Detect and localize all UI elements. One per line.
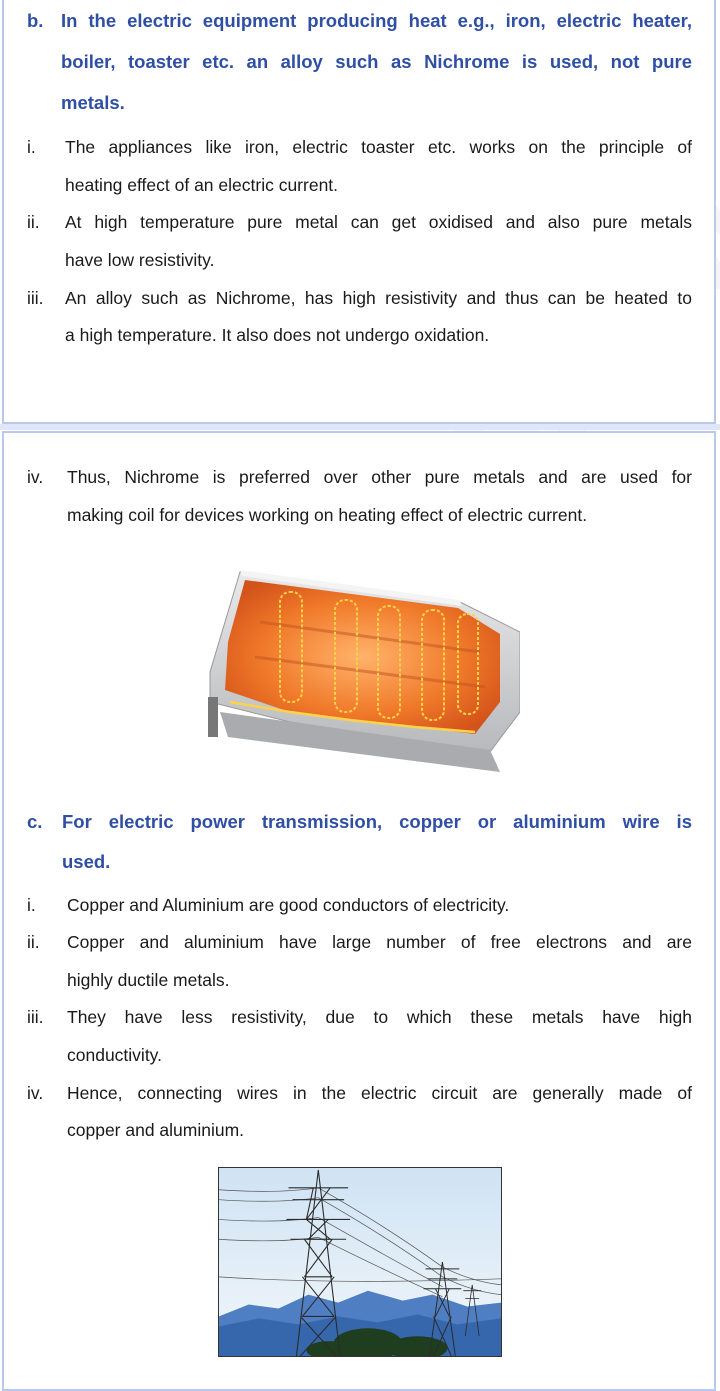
c-item-3-marker: iii.: [27, 1007, 44, 1027]
b-item-4-marker: iv.: [27, 467, 44, 487]
section-b-heading-line-3: metals.: [61, 92, 125, 113]
b-item-1-line-2: heating effect of an electric current.: [65, 175, 339, 195]
b-item-3-line-2: a high temperature. It also does not undergo oxidation.: [65, 325, 490, 345]
b-item-4-line-2: making coil for devices working on heating effect of electric current.: [67, 505, 588, 525]
c-item-3-line-1: They have less resistivity, due to which these metals have high: [67, 1007, 692, 1027]
section-b-marker: b.: [27, 10, 44, 31]
power-transmission-towers-image: [218, 1167, 502, 1357]
b-item-3-line-1: An alloy such as Nichrome, has high resistivity and thus can be heated to: [65, 288, 692, 308]
c-item-2-marker: ii.: [27, 932, 40, 952]
section-c-marker: c.: [27, 811, 43, 832]
b-item-2-line-2: have low resistivity.: [65, 250, 215, 270]
b-item-1-marker: i.: [27, 137, 36, 157]
b-item-3-marker: iii.: [27, 288, 44, 308]
b-item-2-line-1: At high temperature pure metal can get oxidised and also pure metals: [65, 212, 692, 232]
c-item-4-marker: iv.: [27, 1083, 44, 1103]
section-c-heading-line-2: used.: [62, 851, 111, 872]
nichrome-heater-image: [200, 562, 520, 780]
b-item-1-line-1: The appliances like iron, electric toaster etc. works on the principle of: [65, 137, 692, 157]
c-item-4-line-2: copper and aluminium.: [67, 1120, 245, 1140]
b-item-2-marker: ii.: [27, 212, 40, 232]
c-item-1-marker: i.: [27, 895, 36, 915]
section-c-heading-line-1: For electric power transmission, copper or aluminium wire is: [62, 811, 692, 832]
c-item-1-line-1: Copper and Aluminium are good conductors of electricity.: [67, 895, 510, 915]
panel-separator: [0, 424, 720, 430]
section-b-heading-line-2: boiler, toaster etc. an alloy such as Nichrome is used, not pure: [61, 51, 692, 72]
b-item-4-line-1: Thus, Nichrome is preferred over other pure metals and are used for: [67, 467, 692, 487]
c-item-2-line-1: Copper and aluminium have large number of free electrons and are: [67, 932, 692, 952]
c-item-4-line-1: Hence, connecting wires in the electric circuit are generally made of: [67, 1083, 692, 1103]
c-item-3-line-2: conductivity.: [67, 1045, 162, 1065]
section-b-heading-line-1: In the electric equipment producing heat e.g., iron, electric heater,: [61, 10, 692, 31]
c-item-2-line-2: highly ductile metals.: [67, 970, 230, 990]
